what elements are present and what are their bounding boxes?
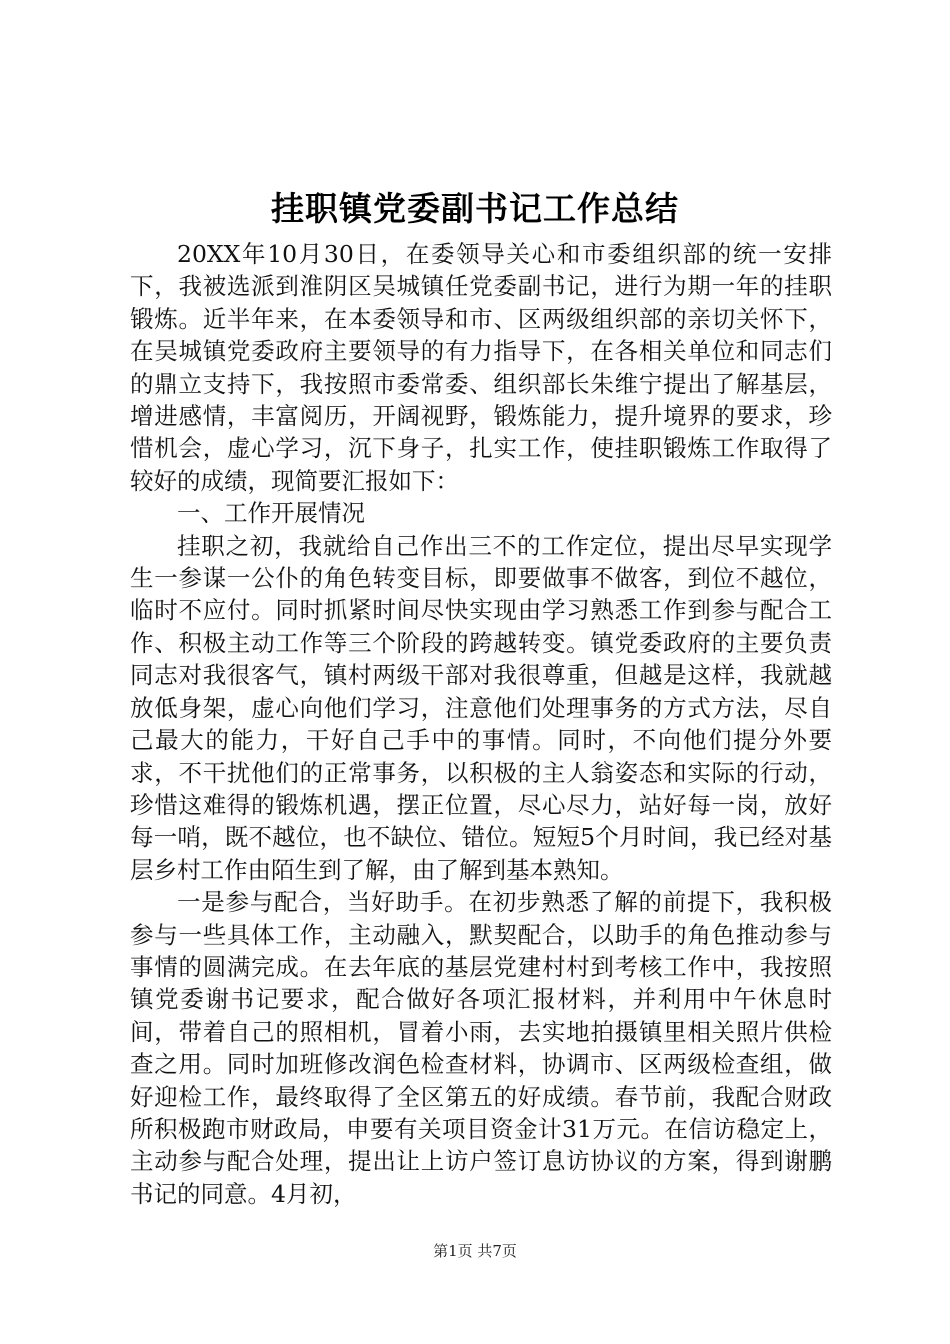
- paragraph-intro: 20XX年10月30日，在委领导关心和市委组织部的统一安排下，我被选派到淮阴区吴城镇任党委副书记，进行为期一年的挂职锻炼。近半年来，在本委领导和市、区两级组织部的亲切关怀下，在吴城镇党委政府主要领导的有力指导下，在各相关单位和同志们的鼎立支持下，我按照市委常委、组织部长朱维宁提出了解基层，增进感情，丰富阅历，开阔视野，锻炼能力，提升境界的要求，珍惜机会，虚心学习，沉下身子，扎实工作，使挂职锻炼工作取得了较好的成绩，现简要汇报如下：: [130, 240, 832, 495]
- document-title: 挂职镇党委副书记工作总结: [271, 189, 679, 228]
- paragraph-assist: 一是参与配合，当好助手。在初步熟悉了解的前提下，我积极参与一些具体工作，主动融入，默契配合，以助手的角色推动参与事情的圆满完成。在去年底的基层党建村村到考核工作中，我按照镇党委谢书记要求，配合做好各项汇报材料，并利用中午休息时间，带着自己的照相机，冒着小雨，去实地拍摄镇里相关照片供检查之用。同时加班修改润色检查材料，协调市、区两级检查组，做好迎检工作，最终取得了全区第五的好成绩。春节前，我配合财政所积极跑市财政局，申要有关项目资金计31万元。在信访稳定上，主动参与配合处理，提出让上访户签订息访协议的方案，得到谢鹏书记的同意。4月初，: [130, 888, 832, 1208]
- paragraph-positioning: 挂职之初，我就给自己作出三不的工作定位，提出尽早实现学生一参谋一公仆的角色转变目标，即要做事不做客，到位不越位，临时不应付。同时抓紧时间尽快实现由学习熟悉工作到参与配合工作、积极主动工作等三个阶段的跨越转变。镇党委政府的主要负责同志对我很客气，镇村两级干部对我很尊重，但越是这样，我就越放低身架，虚心向他们学习，注意他们处理事务的方式方法，尽自己最大的能力，干好自己手中的事情。同时，不向他们提分外要求，不干扰他们的正常事务，以积极的主人翁姿态和实际的行动，珍惜这难得的锻炼机遇，摆正位置，尽心尽力，站好每一岗，放好每一哨，既不越位，也不缺位、错位。短短5个月时间，我已经对基层乡村工作由陌生到了解，由了解到基本熟知。: [130, 531, 832, 884]
- section-heading: 一、工作开展情况: [177, 499, 365, 528]
- page-number-footer: 第1页 共7页: [433, 1242, 517, 1260]
- document-body: [130, 238, 832, 1210]
